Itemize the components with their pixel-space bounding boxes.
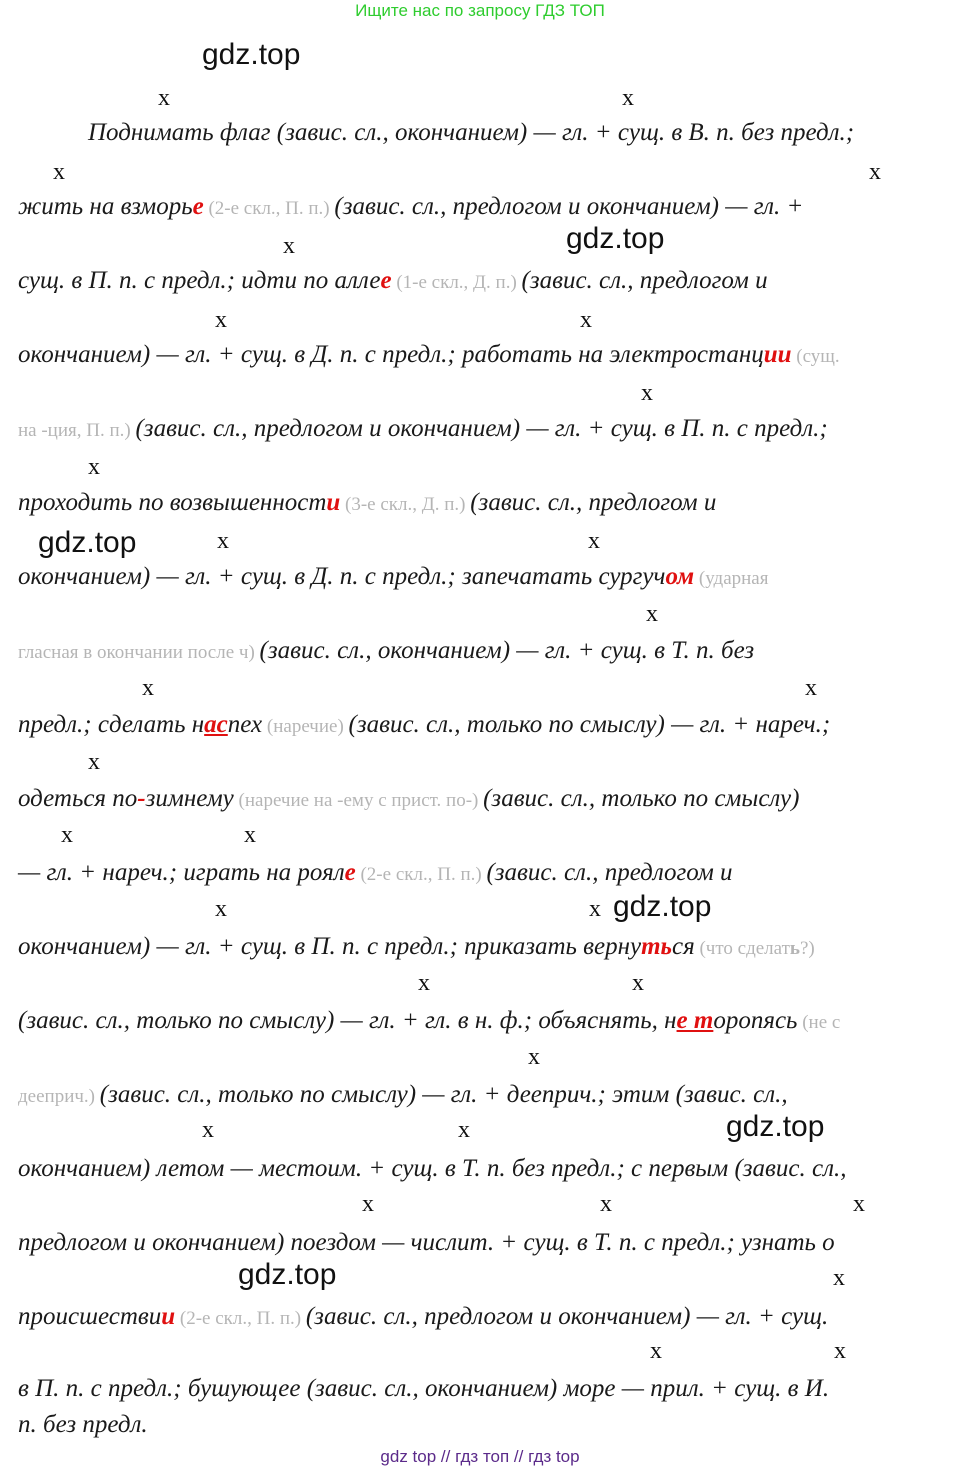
main-word-mark: x [834,1338,846,1364]
grammar-note: (наречие на -ему с прист. по-) [233,790,484,811]
grammar-note: (ударная [694,568,769,589]
main-word-mark: x [833,1265,845,1291]
phrase-text: Поднимать флаг (завис. сл., окончанием) — гл. + сущ. в В. п. без предл.; [88,119,855,146]
watermark: gdz.top [566,222,665,255]
phrase-text: п. без предл. [18,1411,148,1438]
grammar-note: (сущ. [791,346,840,367]
watermark: gdz.top [238,1258,337,1291]
main-word-mark: x [217,528,229,554]
main-word-mark: x [61,822,73,848]
main-word-mark: x [142,675,154,701]
main-word-mark: x [215,896,227,922]
highlighted-ending: и [326,489,341,516]
phrase-text: окончанием) — гл. + сущ. в Д. п. с предл.; запечатать сургуч [18,563,666,590]
phrase-text: окончанием) летом — местоим. + сущ. в Т. п. без предл.; с первым (завис. сл., [18,1155,847,1182]
main-word-mark: x [362,1191,374,1217]
grammar-note: (3-е скл., Д. п.) [340,494,471,515]
highlighted-ending: и [161,1303,176,1330]
text-line [18,1006,840,1038]
grammar-note: дееприч.) [18,1086,100,1107]
text-line [18,1302,828,1334]
main-word-mark: x [600,1191,612,1217]
grammar-note: (не с [797,1012,841,1033]
text-line [18,266,768,298]
main-word-mark: x [589,896,601,922]
phrase-text: в П. п. с предл.; бушующее (завис. сл., окончанием) море — прил. + сущ. в И. [18,1375,830,1402]
grammar-note: (2-е скл., П. п.) [355,864,487,885]
highlighted-ending: ом [665,563,695,590]
main-word-mark: x [646,601,658,627]
watermark: gdz.top [613,890,712,923]
grammar-note: (что сделат [694,938,790,959]
phrase-text: (завис. сл., предлогом и [470,489,717,516]
phrase-text: (завис. сл., только по смыслу) — гл. + дееприч.; этим (завис. сл., [99,1081,788,1108]
highlighted-spelling: е т [676,1007,714,1034]
main-word-mark: x [853,1191,865,1217]
main-word-mark: x [283,233,295,259]
grammar-note: (1-е скл., Д. п.) [391,272,522,293]
phrase-text: сущ. в П. п. с предл.; идти по алле [18,267,381,294]
grammar-note: на -ция, П. п.) [18,420,136,441]
grammar-note: (2-е скл., П. п.) [175,1308,306,1329]
footer-links[interactable]: gdz top // гдз топ // гдз top [380,1447,580,1466]
grammar-note: ь [789,938,800,959]
grammar-note: ?) [799,938,815,959]
phrase-text: предл.; сделать н [18,711,205,738]
phrase-text: предлогом и окончанием) поездом — числит. + сущ. в Т. п. с предл.; узнать о [18,1229,835,1256]
phrase-text: (завис. сл., предлогом и [521,267,768,294]
main-word-mark: x [53,159,65,185]
highlighted-ending: е [192,193,204,220]
main-word-mark: x [528,1044,540,1070]
text-line [18,710,830,742]
text-line [18,488,716,520]
phrase-text: проходить по возвышенност [18,489,327,516]
highlighted-spelling: ас [204,711,228,738]
phrase-text: (завис. сл., только по смыслу) — гл. + нареч.; [348,711,831,738]
grammar-note: (2-е скл., П. п.) [203,198,335,219]
main-word-mark: x [202,1117,214,1143]
watermark: gdz.top [726,1110,825,1143]
text-line [18,340,840,372]
highlighted-ending: е [344,859,356,886]
text-line [18,1374,829,1404]
main-word-mark: x [580,307,592,333]
phrase-text: (завис. сл., предлогом и окончанием) — гл. + сущ. [305,1303,829,1330]
main-word-mark: x [632,970,644,996]
text-line [18,192,803,224]
main-word-mark: x [458,1117,470,1143]
text-line [18,562,768,594]
highlighted-ending: е [380,267,392,294]
main-word-mark: x [641,380,653,406]
main-word-mark: x [588,528,600,554]
main-word-mark: x [650,1338,662,1364]
main-word-mark: x [805,675,817,701]
phrase-text: зимнему [145,785,234,812]
text-line [18,414,828,446]
phrase-text: (завис. сл., предлогом и окончанием) — гл. + сущ. в П. п. с предл.; [135,415,828,442]
main-word-mark: x [158,85,170,111]
phrase-text: окончанием) — гл. + сущ. в Д. п. с предл.; работать на электростанц [18,341,764,368]
main-word-mark: x [88,749,100,775]
phrase-text: (завис. сл., предлогом и окончанием) — гл. + [334,193,804,220]
main-word-mark: x [215,307,227,333]
grammar-note: гласная в окончании после ч) [18,642,260,663]
main-word-mark: x [244,822,256,848]
phrase-text: окончанием) — гл. + сущ. в П. п. с предл.; приказать верну [18,933,642,960]
text-line [18,1228,835,1258]
highlighted-ending: ть [641,933,672,960]
phrase-text: (завис. сл., окончанием) — гл. + сущ. в Т. п. без [259,637,755,664]
phrase-text: жить на взморь [18,193,193,220]
main-word-mark: x [88,454,100,480]
phrase-text: (завис. сл., только по смыслу) [483,785,800,812]
text-line [18,1154,846,1184]
text-line [18,932,815,964]
text-line [18,1080,788,1112]
phrase-text: ся [671,933,695,960]
text-line [18,636,754,668]
watermark: gdz.top [202,38,301,71]
phrase-text: пех [227,711,263,738]
phrase-text: одеться по [18,785,138,812]
main-word-mark: x [622,85,634,111]
watermark: gdz.top [38,526,137,559]
text-line [18,858,733,890]
main-word-mark: x [869,159,881,185]
highlighted-ending: - [137,785,146,812]
phrase-text: происшестви [18,1303,162,1330]
phrase-text: (завис. сл., только по смыслу) — гл. + гл. в н. ф.; объяснять, н [18,1007,677,1034]
phrase-text: (завис. сл., предлогом и [486,859,733,886]
text-line [18,784,799,816]
phrase-text: оропясь [713,1007,798,1034]
grammar-note: (наречие) [262,716,349,737]
search-banner[interactable]: Ищите нас по запросу ГДЗ ТОП [355,1,605,20]
text-line [88,118,854,148]
phrase-text: — гл. + нареч.; играть на роял [18,859,345,886]
text-line [18,1410,148,1440]
main-word-mark: x [418,970,430,996]
highlighted-ending: ии [763,341,792,368]
